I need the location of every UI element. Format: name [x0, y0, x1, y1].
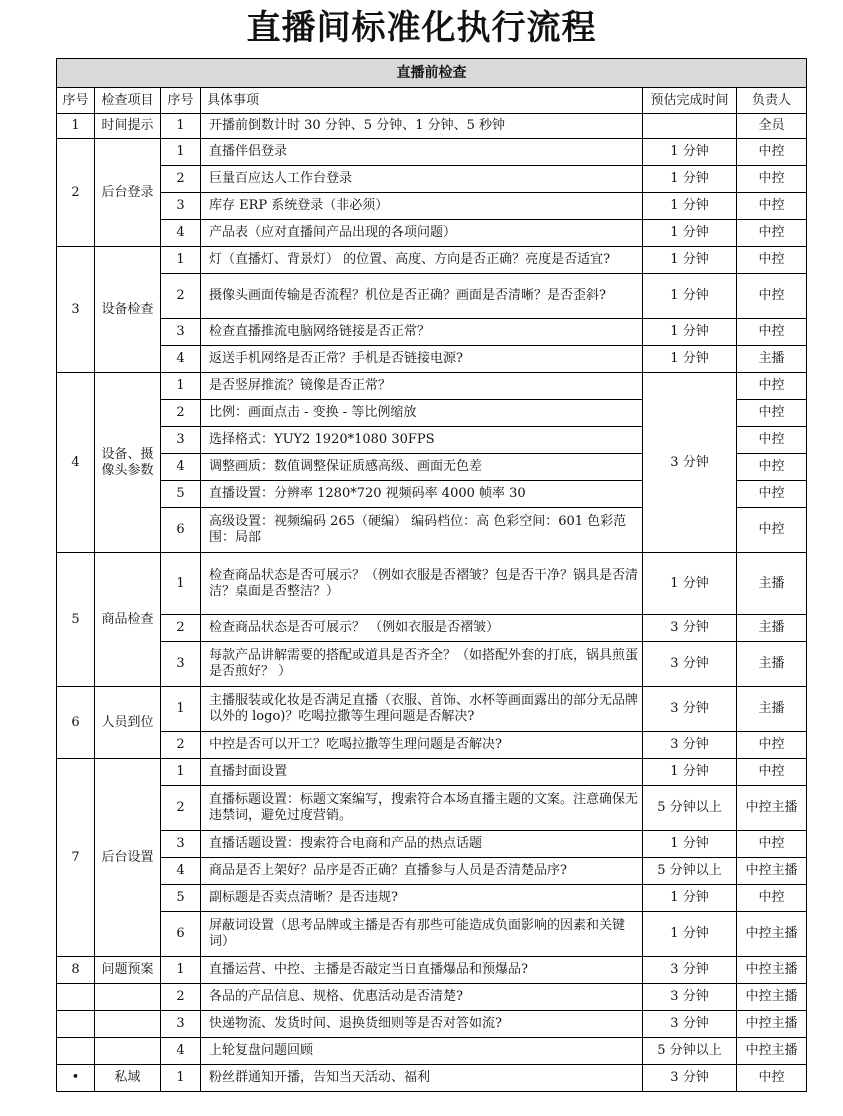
owner: 中控 — [737, 247, 807, 274]
estimated-time: 1 分钟 — [643, 912, 737, 957]
estimated-time: 3 分钟 — [643, 984, 737, 1011]
item-number: 4 — [161, 858, 201, 885]
owner: 中控 — [737, 885, 807, 912]
item-number: 3 — [161, 831, 201, 858]
owner: 中控主播 — [737, 858, 807, 885]
table-row — [57, 220, 807, 247]
table-row — [57, 1065, 807, 1092]
estimated-time: 3 分钟 — [643, 615, 737, 642]
estimated-time: 3 分钟 — [643, 957, 737, 984]
task-description: 产品表（应对直播间产品出现的各项问题） — [201, 220, 643, 247]
task-description: 上轮复盘问题回顾 — [201, 1038, 643, 1065]
estimated-time: 1 分钟 — [643, 220, 737, 247]
task-description: 巨量百应达人工作台登录 — [201, 166, 643, 193]
owner: 中控 — [737, 400, 807, 427]
owner: 中控 — [737, 193, 807, 220]
table-row — [57, 373, 807, 400]
check-category — [95, 984, 161, 1011]
item-number: 2 — [161, 400, 201, 427]
table-row — [57, 319, 807, 346]
section-title: 直播前检查 — [57, 59, 807, 88]
task-description: 直播封面设置 — [201, 759, 643, 786]
item-number: 3 — [161, 193, 201, 220]
group-number: 1 — [57, 114, 95, 139]
owner: 中控主播 — [737, 786, 807, 831]
owner: 主播 — [737, 687, 807, 732]
item-number: 1 — [161, 759, 201, 786]
col-header-category: 检查项目 — [95, 88, 161, 114]
col-header-time: 预估完成时间 — [643, 88, 737, 114]
item-number: 3 — [161, 427, 201, 454]
task-description: 比例：画面点击 - 变换 - 等比例缩放 — [201, 400, 643, 427]
task-description: 检查商品状态是否可展示？ （例如衣服是否褶皱） — [201, 615, 643, 642]
owner: 中控 — [737, 427, 807, 454]
owner: 中控 — [737, 274, 807, 319]
owner: 中控 — [737, 1065, 807, 1092]
item-number: 2 — [161, 615, 201, 642]
table-row — [57, 1011, 807, 1038]
task-description: 粉丝群通知开播，告知当天活动、福利 — [201, 1065, 643, 1092]
item-number: 6 — [161, 912, 201, 957]
task-description: 中控是否可以开工？吃喝拉撒等生理问题是否解决? — [201, 732, 643, 759]
item-number: 2 — [161, 166, 201, 193]
task-description: 商品是否上架好？品序是否正确？直播参与人员是否清楚品序? — [201, 858, 643, 885]
owner: 中控 — [737, 166, 807, 193]
estimated-time: 3 分钟 — [643, 1065, 737, 1092]
item-number: 3 — [161, 1011, 201, 1038]
table-row — [57, 1038, 807, 1065]
estimated-time: 1 分钟 — [643, 247, 737, 274]
table-row — [57, 759, 807, 786]
owner: 中控 — [737, 319, 807, 346]
task-description: 直播运营、中控、主播是否敲定当日直播爆品和预爆品? — [201, 957, 643, 984]
item-number: 1 — [161, 1065, 201, 1092]
task-description: 每款产品讲解需要的搭配或道具是否齐全？（如搭配外套的打底，锅具煎蛋是否煎好？ ） — [201, 642, 643, 687]
item-number: 5 — [161, 885, 201, 912]
check-category: 后台登录 — [95, 139, 161, 247]
table-row — [57, 114, 807, 139]
table-row — [57, 346, 807, 373]
task-description: 主播服装或化妆是否满足直播（衣服、首饰、水杯等画面露出的部分无品牌以外的 logo)？吃喝拉撒等生理问题是否解决? — [201, 687, 643, 732]
task-description: 灯（直播灯、背景灯） 的位置、高度、方向是否正确？亮度是否适宜? — [201, 247, 643, 274]
table-row — [57, 858, 807, 885]
task-description: 直播标题设置：标题文案编写，搜索符合本场直播主题的文案。注意确保无违禁词，避免过度营销。 — [201, 786, 643, 831]
check-category: 后台设置 — [95, 759, 161, 957]
task-description: 直播伴侣登录 — [201, 139, 643, 166]
table-row — [57, 957, 807, 984]
task-description: 开播前倒数计时 30 分钟、5 分钟、1 分钟、5 秒钟 — [201, 114, 643, 139]
owner: 主播 — [737, 642, 807, 687]
table-row — [57, 984, 807, 1011]
item-number: 3 — [161, 642, 201, 687]
task-description: 直播设置：分辨率 1280*720 视频码率 4000 帧率 30 — [201, 481, 643, 508]
owner: 中控 — [737, 373, 807, 400]
owner: 中控主播 — [737, 957, 807, 984]
owner: 主播 — [737, 346, 807, 373]
table-row — [57, 615, 807, 642]
estimated-time: 5 分钟以上 — [643, 1038, 737, 1065]
table-row — [57, 166, 807, 193]
estimated-time — [643, 114, 737, 139]
table-row — [57, 553, 807, 615]
estimated-time: 3 分钟 — [643, 687, 737, 732]
estimated-time: 5 分钟以上 — [643, 786, 737, 831]
check-category: 设备检查 — [95, 247, 161, 373]
estimated-time: 1 分钟 — [643, 166, 737, 193]
group-number: 4 — [57, 373, 95, 553]
owner: 中控 — [737, 139, 807, 166]
task-description: 库存 ERP 系统登录（非必须） — [201, 193, 643, 220]
owner: 中控主播 — [737, 1038, 807, 1065]
task-description: 屏蔽词设置（思考品牌或主播是否有那些可能造成负面影响的因素和关键词） — [201, 912, 643, 957]
table-body — [57, 114, 807, 1092]
check-category: 人员到位 — [95, 687, 161, 759]
estimated-time: 1 分钟 — [643, 193, 737, 220]
page-title: 直播间标准化执行流程 — [246, 8, 597, 48]
task-description: 直播话题设置：搜索符合电商和产品的热点话题 — [201, 831, 643, 858]
checklist-table — [56, 58, 807, 1092]
group-number — [57, 1038, 95, 1065]
check-category: 私域 — [95, 1065, 161, 1092]
col-header-sub-no: 序号 — [161, 88, 201, 114]
table-row — [57, 642, 807, 687]
group-number — [57, 1011, 95, 1038]
group-number: 6 — [57, 687, 95, 759]
table-row — [57, 732, 807, 759]
table-row — [57, 247, 807, 274]
check-category — [95, 1038, 161, 1065]
col-header-owner: 负责人 — [737, 88, 807, 114]
task-description: 各品的产品信息、规格、优惠活动是否清楚? — [201, 984, 643, 1011]
table-row — [57, 687, 807, 732]
item-number: 1 — [161, 553, 201, 615]
owner: 中控 — [737, 508, 807, 553]
task-description: 是否竖屏推流？镜像是否正常？ — [201, 373, 643, 400]
estimated-time: 3 分钟 — [643, 373, 737, 553]
estimated-time: 1 分钟 — [643, 885, 737, 912]
item-number: 1 — [161, 139, 201, 166]
check-category — [95, 1011, 161, 1038]
item-number: 4 — [161, 1038, 201, 1065]
estimated-time: 1 分钟 — [643, 319, 737, 346]
task-description: 检查直播推流电脑网络链接是否正常？ — [201, 319, 643, 346]
col-header-task: 具体事项 — [201, 88, 643, 114]
task-description: 快递物流、发货时间、退换货细则等是否对答如流? — [201, 1011, 643, 1038]
estimated-time: 5 分钟以上 — [643, 858, 737, 885]
table-row — [57, 193, 807, 220]
item-number: 4 — [161, 454, 201, 481]
item-number: 4 — [161, 346, 201, 373]
table-row — [57, 831, 807, 858]
section-header-row — [57, 59, 807, 88]
check-category: 时间提示 — [95, 114, 161, 139]
check-category: 设备、摄像头参数 — [95, 373, 161, 553]
owner: 中控 — [737, 759, 807, 786]
owner: 主播 — [737, 553, 807, 615]
task-description: 检查商品状态是否可展示？（例如衣服是否褶皱？包是否干净？锅具是否清洁？桌面是否整洁？） — [201, 553, 643, 615]
group-number: • — [57, 1065, 95, 1092]
item-number: 2 — [161, 786, 201, 831]
table-row — [57, 274, 807, 319]
item-number: 5 — [161, 481, 201, 508]
owner: 中控 — [737, 732, 807, 759]
table-row — [57, 912, 807, 957]
item-number: 2 — [161, 732, 201, 759]
estimated-time: 1 分钟 — [643, 139, 737, 166]
owner: 中控 — [737, 481, 807, 508]
estimated-time: 3 分钟 — [643, 732, 737, 759]
estimated-time: 1 分钟 — [643, 346, 737, 373]
owner: 中控主播 — [737, 912, 807, 957]
item-number: 1 — [161, 957, 201, 984]
estimated-time: 1 分钟 — [643, 759, 737, 786]
estimated-time: 1 分钟 — [643, 831, 737, 858]
estimated-time: 1 分钟 — [643, 274, 737, 319]
item-number: 6 — [161, 508, 201, 553]
group-number: 5 — [57, 553, 95, 687]
table-row — [57, 786, 807, 831]
task-description: 摄像头画面传输是否流程？机位是否正确？画面是否清晰？是否歪斜? — [201, 274, 643, 319]
task-description: 高级设置：视频编码 265（硬编） 编码档位：高 色彩空间：601 色彩范围：局部 — [201, 508, 643, 553]
group-number: 7 — [57, 759, 95, 957]
column-header-row — [57, 88, 807, 114]
owner: 中控 — [737, 454, 807, 481]
task-description: 返送手机网络是否正常？手机是否链接电源? — [201, 346, 643, 373]
estimated-time: 3 分钟 — [643, 1011, 737, 1038]
item-number: 1 — [161, 373, 201, 400]
group-number: 8 — [57, 957, 95, 984]
estimated-time: 3 分钟 — [643, 642, 737, 687]
owner: 中控主播 — [737, 1011, 807, 1038]
owner: 全员 — [737, 114, 807, 139]
task-description: 调整画质：数值调整保证质感高级、画面无色差 — [201, 454, 643, 481]
owner: 中控主播 — [737, 984, 807, 1011]
group-number: 2 — [57, 139, 95, 247]
item-number: 2 — [161, 274, 201, 319]
item-number: 2 — [161, 984, 201, 1011]
col-header-no: 序号 — [57, 88, 95, 114]
item-number: 1 — [161, 687, 201, 732]
owner: 主播 — [737, 615, 807, 642]
group-number: 3 — [57, 247, 95, 373]
estimated-time: 1 分钟 — [643, 553, 737, 615]
task-description: 选择格式：YUY2 1920*1080 30FPS — [201, 427, 643, 454]
group-number — [57, 984, 95, 1011]
owner: 中控 — [737, 220, 807, 247]
task-description: 副标题是否卖点清晰？是否违规? — [201, 885, 643, 912]
item-number: 4 — [161, 220, 201, 247]
check-category: 商品检查 — [95, 553, 161, 687]
item-number: 3 — [161, 319, 201, 346]
check-category: 问题预案 — [95, 957, 161, 984]
item-number: 1 — [161, 247, 201, 274]
table-row — [57, 885, 807, 912]
owner: 中控 — [737, 831, 807, 858]
item-number: 1 — [161, 114, 201, 139]
table-row — [57, 139, 807, 166]
